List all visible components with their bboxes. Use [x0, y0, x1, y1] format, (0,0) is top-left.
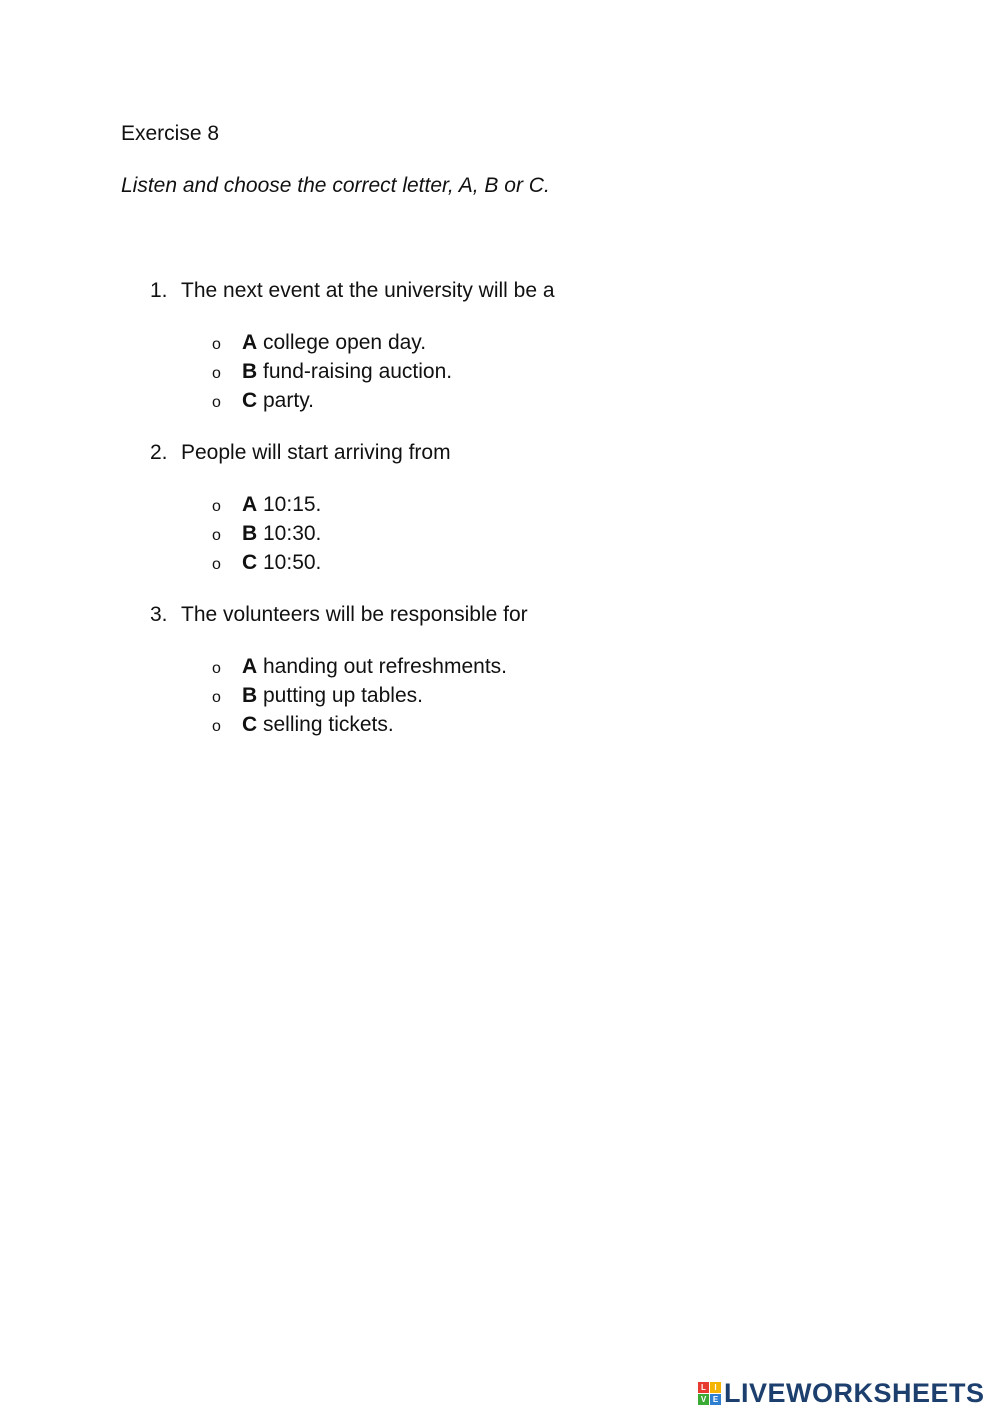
bullet-icon: o	[212, 689, 221, 706]
option-letter: A	[242, 331, 258, 354]
option-letter: B	[242, 684, 258, 707]
question-2-option-b[interactable]	[212, 522, 321, 546]
logo-mark-tile: I	[710, 1382, 721, 1393]
question-3-option-c[interactable]	[212, 713, 394, 737]
option-text: 10:15.	[257, 493, 322, 516]
question-2	[150, 441, 451, 465]
bullet-icon: o	[212, 336, 221, 353]
option-text: putting up tables.	[257, 684, 423, 707]
exercise-instruction: Listen and choose the correct letter, A, B or C.	[121, 174, 550, 197]
bullet-icon: o	[212, 394, 221, 411]
option-text: party.	[257, 389, 314, 412]
question-2-option-a[interactable]	[212, 493, 321, 517]
question-3-option-a[interactable]	[212, 655, 507, 679]
option-text: handing out refreshments.	[257, 655, 507, 678]
option-letter: B	[242, 360, 258, 383]
option-text: 10:30.	[257, 522, 322, 545]
bullet-icon: o	[212, 527, 221, 544]
option-letter: C	[242, 713, 258, 736]
question-2-option-c[interactable]	[212, 551, 321, 575]
exercise-title: Exercise 8	[121, 122, 220, 145]
question-1	[150, 279, 555, 303]
option-text: college open day.	[257, 331, 427, 354]
option-text: fund-raising auction.	[257, 360, 453, 383]
bullet-icon: o	[212, 718, 221, 735]
logo-text: LIVEWORKSHEETS	[724, 1377, 985, 1408]
question-text: People will start arriving from	[181, 441, 451, 464]
question-3-option-b[interactable]	[212, 684, 423, 708]
bullet-icon: o	[212, 660, 221, 677]
question-1-option-c[interactable]	[212, 389, 314, 413]
option-text: 10:50.	[257, 551, 322, 574]
logo-mark-icon	[698, 1382, 721, 1405]
question-1-option-a[interactable]	[212, 331, 426, 355]
option-letter: B	[242, 522, 258, 545]
question-number: 1.	[150, 279, 168, 302]
question-number: 2.	[150, 441, 168, 464]
logo-mark-tile: E	[710, 1394, 721, 1405]
bullet-icon: o	[212, 556, 221, 573]
bullet-icon: o	[212, 365, 221, 382]
option-text: selling tickets.	[257, 713, 394, 736]
option-letter: A	[242, 655, 258, 678]
question-text: The next event at the university will be a	[181, 279, 555, 302]
option-letter: C	[242, 551, 258, 574]
option-letter: A	[242, 493, 258, 516]
option-letter: C	[242, 389, 258, 412]
question-3	[150, 603, 528, 627]
logo-mark-tile: L	[698, 1382, 709, 1393]
bullet-icon: o	[212, 498, 221, 515]
question-text: The volunteers will be responsible for	[181, 603, 528, 626]
question-number: 3.	[150, 603, 168, 626]
question-1-option-b[interactable]	[212, 360, 452, 384]
logo-mark-tile: V	[698, 1394, 709, 1405]
liveworksheets-logo	[698, 1378, 985, 1408]
